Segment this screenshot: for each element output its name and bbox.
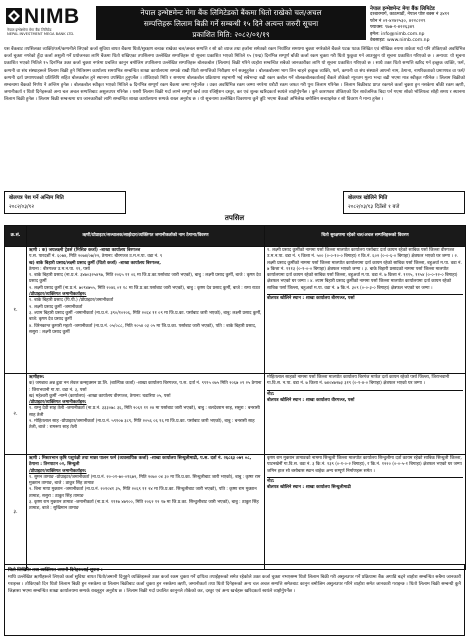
bid-deadline-label: बोलपत्र पेश गर्ने अन्तिम मिति <box>9 195 64 201</box>
borrower-line: ख) महेश्वरी कुर्मी -नाम्ने (कार्यालय) -शाखा कार्यालय वीरगञ्ज, ठेगाना: घडारिया ०५, पर्सा <box>29 393 171 399</box>
guarantor-line: १. बाके बिहारी प्रसाद (पि.पी.) /प्रोप्राइटर/जमानीकर्ता <box>29 298 114 304</box>
bid-opening-label: बोलपत्र खोलिने मिति <box>348 195 388 201</box>
borrower-head: ऋणी : मिस्टरभान कृषि पशुपंक्षी तथा माछा पालन फर्म (व्यवसायिक कर्जा) -शाखा कार्यालय सिन्धुलीमाढी, प.स. दर्ता नं. २६८६३ ०७९ ०८, ठेगाना : तिनपाटन ०२, सिन्धुली <box>29 456 252 468</box>
note-label: नोट: <box>267 390 463 398</box>
bank-name-english: NEPAL INVESTMENT MEGA BANK LTD. <box>7 32 75 36</box>
guarantor-line: २. बिना माया मुक्तान -जमानीकर्ता (ना.प्र.नं. २०१०४१ ३५, मिति २०६९ ११ २४ मा जि.प्र.का. सिन्धुलीबाट जारी भएको), पति : कृष्ण राम मुक्तान तामाङ, ससुरा : ठाकुर सिंह तामाङ <box>29 487 257 499</box>
borrower-line: १. बाके बिहारी प्रसाद (ना.प्र.नं. ३४७०३२५४९७, मिति २०६५ ११ ०६ मा जि.प्र.का.पर्साबाट जारी भएको), बाबु : लक्ष्मी प्रसाद कुर्मी, बाजे : कृष्ण देव प्रसाद कुर्मी <box>29 273 261 285</box>
row-sn: २. <box>5 374 27 455</box>
guarantor-line: ३. श्याम बिहारी प्रसाद कुर्मी -जमानीकर्ता (ना.प्र.नं. ३९०/१०२०६, मिति २०६४ ११ ०९ मा जि.प्र.का. पर्साबाट जारी भएको), बाबु: लक्ष्मी प्रसाद कुर्मी, बाजे: कृष्ण देव प्रसाद कुर्मी <box>29 310 262 323</box>
col-header-collateral: धितो सुरक्षणमा रहेको चल/अचल सम्पत्तिहरूको विवरण <box>265 226 466 247</box>
guarantor-head: /प्रोप्राइटर/व्यक्तिगत जमानीकर्ताहरु: <box>29 400 87 406</box>
col-header-borrower: ऋणी/प्रोप्राइटर/सञ्चालक/साझेदार/व्यक्तिगत जमानीकर्ताको नाम ठेगाना/विवरण <box>27 226 265 247</box>
notice-title <box>96 6 366 40</box>
guarantor-line: १. राम्नु देवी साह तेली -जमानीकर्ता (ना.प्र.नं. ३३३०७८ ३६, मिति २०६१ ११ २४ मा पर्साबाट जारी भएको), बाबु : बलदेवराम साह, ससुरा : बनरासी साह तेली <box>29 406 260 418</box>
guarantor-head: /प्रोप्राइटर/व्यक्तिगत जमानीकर्ताहरु: <box>29 468 87 474</box>
auction-table <box>4 225 466 570</box>
bank-logo-icon <box>6 8 22 24</box>
address-bank-name: नेपाल इन्भेष्टमेन्ट मेगा बैंक लिमिटेड <box>370 6 435 12</box>
bid-venue: बोलपत्र खोलिने स्थान : शाखा कार्यालय बीरगञ्ज, पर्सा <box>267 294 463 302</box>
guarantor-line: १. सुमन तामाङ -प्रोप्राइटर/जमानीकर्ता (ना.प्र.नं. २०-०१-७०-०१६७२, मिति २०७० ०४ ३० मा जि.प्र.का. सिन्धुलीबाट जारी भएको), बाबु : कृष्ण राम मुक्तान तामाङ, बाजे : ठाकुर सिंह तामाङ <box>29 474 261 487</box>
guarantor-head: /प्रोप्राइटर/व्यक्तिगत जमानीकर्ताहरु: <box>29 292 87 298</box>
borrower-line: ठेगाना : बीरगञ्ज उ.म.न.पा. ११, पर्सा <box>29 266 90 272</box>
email-line: इमेल: info@nimb.com.np <box>370 31 425 37</box>
bid-venue: बोलपत्र खोलिने स्थान : शाखा कार्यालय सिन्धुलीमाढी <box>267 485 351 491</box>
borrower-line: प.स. पारदर्शी नं. ६०७४, मिति २०७४/०७/२२, ठेगाना: बीरगञ्ज उ.म.न.पा. वडा नं. ९ <box>29 254 163 260</box>
bank-address <box>370 6 465 44</box>
collateral-cell <box>265 247 466 374</box>
guarantor-line: २. मोहितलाल साह -प्रोप्राइटर/जमानीकर्ता (ना.प्र.नं. ५९१०७ ३८९, मिति २०५६ ०६ १६ मा जि.प्र.का. पर्साबाट जारी भएको), बाबु : बनरासी साह तेली, बाजे : रामरूप साह तेली <box>29 419 255 431</box>
bank-logo-text: NIMB <box>24 5 80 28</box>
col-header-sn: क्र.सं. <box>5 226 27 247</box>
notice-title-line1: नेपाल इन्भेष्टमेन्ट मेगा बैंक लिमिटेडको बैंकमा धितो राखेको चल/अचल <box>140 8 322 17</box>
guarantor-notice-title: धितो लिखितैर तथा व्यक्तिगत जमानी दिनेहरूलाई सूचना : <box>8 568 103 573</box>
collateral-cell <box>265 374 466 455</box>
notice-title-line2: सम्पत्तिहरू लिलाम बिक्री गर्ने सम्बन्धी १५ दिने अत्यन्त जरुरी सूचना <box>143 19 319 28</box>
collateral-text: १. लक्ष्मी प्रसाद कुर्मीको नाममा पर्सा जिल्ला मालपोत कार्यालय पर्साबाट दर्ता कायम रहेको साबिक पर्सा जिल्ला वीरगञ्ज उ.म.न.पा. वडा नं. ९ कित्ता नं. ५०० (०-०-१०-० बिगाहा) र कि.नं. ६०२ (०-०-६-० बिगाहा) क्षेत्रफल भएको घर जग्गा । २. लक्ष्मी प्रसाद कुर्मीको नाममा पर्सा जिल्ला मालपोत कार्यालयमा दर्ता कायम रहेको साबिक पर्सा जिल्ला, बहुअर्वा म.पा. वडा नं. ७ कित्ता नं. १११३ (०-१-०-० बिगाहा) क्षेत्रफल भएको जग्गा । ३. बाके बिहारी प्रसादको नाममा पर्सा जिल्ला मालपोत कार्यालयमा दर्ता कायम रहेको साबिक पर्सा जिल्ला, बहुअर्वा म.पा. वडा नं. ७ कित्ता नं. १११५, ११५४ (०-०-१२-० बिगाहा) क्षेत्रफल भएको घर जग्गा । ४. श्याम बिहारी प्रसाद कुर्मीको नाममा पर्सा जिल्ला मालपोत कार्यालयमा दर्ता कायम रहेको साबिक पर्सा जिल्ला, बहुअर्वा म.पा. वडा नं. ७ कि.नं. ३०९ (०-०-३-० बिगाहा) क्षेत्रफल भएको घर जग्गा । <box>267 248 462 291</box>
table-row <box>5 247 466 374</box>
collateral-text: मोहितलाल साहको नाममा पर्सा जिल्ला मालपोत कार्यालय बिरगंज मार्फत दर्ता कायम रहेको पर्सा जिल्ला, जिराभवानी गा.वि.स. न.पा. वडा नं. ७ कित्ता नं. ७४०४७२७३ ३१९ (०-१-४-० बिगाहा) क्षेत्रफल भएको घर जग्गा । <box>267 375 450 387</box>
guarantor-notice-box <box>4 564 465 636</box>
bank-name-nepali: नेपाल इन्भेष्टमेन्ट मेगा बैंक लिमिटेड <box>7 28 52 32</box>
borrower-line: २. लक्ष्मी प्रसाद कुर्मी (ना.प्र.नं. ७०९४७५५, मिति २०४६ ०१ १८ मा जि.प्र.का.पर्साबाट जारी भएको), बाबु : कृष्ण देव प्रसाद कुर्मी, बाजे : रामा राउत <box>29 285 261 291</box>
intro-paragraph: यस बैंकबाट तपसिलका व्यक्ति/फर्म/कम्पनीले लिएको कर्जा सुविधा बापत बैंकमा धितो/सुरक्षण बन्धक राखेका चल/अचल सम्पत्ति र सो को व्याज तथा हर्जाना समेतको रकम निर्धारित समयमा चुक्ता नगरेकोले बैंकले पटक पटक लिखित एवं मौखिक रुपमा ताकेता गर्दा पनि तोकिएको अवधिभित्र कर्जा चुक्ता नगरेको हुँदा कर्जा असुली गर्ने प्रयोजनका लागि बैंकमा धितो राखिएका तपसिलमा उल्लेखित सम्पत्तिहरू यो सूचना प्रकाशित भएको मितिले १५ (पन्ध्र) दिनभित्र सम्पूर्ण बाँकी कर्जा रकम चुक्ता गरी धितो फुकुवा गर्न आउनुहुन यो सूचना प्रकाशित गरिएको छ । अन्यथा: यो सूचना प्रकाशित भएको मितिले १५ दिनभित्र उक्त कर्जा चुक्ता नगरेमा प्रचलित कानुन बमोजिम तपसिलमा उल्लेखित सम्पत्तिहरू बोलकबोल (लिलाम) बिक्री गरिने व्यहोरा सम्बन्धित सबैको जानकारीका लागि यो सूचना प्रकाशित गरिएको छ । साथै उक्त धितो सम्पत्ति खरिद गर्न इच्छुक व्यक्ति, फर्म, कम्पनी वा संघ संस्थाहरूले लिलाम बिक्री हुने मितिसम्म कार्यालय समयभित्र सम्बन्धित शाखा कार्यालयमा सम्पर्क राखी धितो सम्पत्तिको निरीक्षण गर्न सक्नुहुनेछ । बोलकबोलमा भाग लिन चाहने इच्छुक व्यक्ति, फर्म, कम्पनी वा संघ संस्थाले आफ्नो नाम, ठेगाना, नागरिकताको प्रमाणपत्र वा फर्म/कम्पनी दर्ता प्रमाणपत्रको प्रतिलिपि सहित बोलकबोल हुने स्थानमा उपस्थित हुनुपर्नेछ । तोकिएको मिति र समयमा बोलकबोल प्रक्रियामा सहभागी भई सबैभन्दा बढी रकम कबोल गर्ने बोलकबोलकर्तालाई बैंकले तोकेको न्यूनतम मूल्य भन्दा बढी भएमा मात्र स्वीकृत गरिनेछ । लिलाम बिक्रीको सम्बन्धमा बैंकको निर्णय नै अन्तिम हुनेछ । बोलकबोल स्वीकृत भएको मितिले ७ दिनभित्र सम्पूर्ण रकम बैंकमा जम्मा गर्नुपर्नेछ । उक्त अवधिभित्र रकम जम्मा नगरेमा धरौटी रकम जफत गरी पुनः लिलाम गरिनेछ । लिलाम बिक्रीबाट प्राप्त रकमले कर्जा चुक्ता हुन नसकेमा बाँकी रकम ऋणी, जमानीकर्ता र धितो दिनेहरूको अन्य चल अचल सम्पत्तिबाट असुलउपर गरिनेछ । यसरी लिलाम बिक्री गर्दा लाग्ने सम्पूर्ण खर्च तथा रजिष्ट्रेशन दस्तुर, कर एवं शुल्क खरिदकर्ता स्वयंले व्यहोर्नुपर्नेछ । कुनै कारणवश तोकिएको दिन सार्वजनिक बिदा पर्न गएमा सोको भोलिपल्ट सोही समय र स्थानमा लिलाम बिक्री हुनेछ । लिलाम बिक्री सम्बन्धमा थप जानकारीको लागि सम्बन्धित शाखा कार्यालयमा सम्पर्क राख्न अनुरोध छ । यो सूचनामा उल्लेखित विवरणमा कुनै त्रुटि भएमा बैंकको अभिलेख बमोजिम सच्याइनेछ र सो विवरण नै मान्य हुनेछ । <box>4 47 465 103</box>
bid-opening-box <box>343 191 465 214</box>
phone-line: फोन नं ०१-४२४२५३०, ४२२८२२९ <box>370 18 426 24</box>
borrower-cell <box>27 247 265 374</box>
bid-deadline-box <box>4 191 126 214</box>
guarantor-line: २. लक्ष्मी प्रसाद कुर्मी -जमानीकर्ता <box>29 304 83 310</box>
guarantor-line: ३. कृष्ण राम मुक्तान तामाङ -जमानीकर्ता (ना.प्र.नं. १११७ ४७९००, मिति २०६२ १२ १७ मा जि.प्र.का. सिन्धुलीबाट जारी भएको), बाबु : ठाकुर सिंह तामाङ, बाजे : सुखिमान तामाङ <box>29 500 259 512</box>
bid-deadline-value: २०८२/०३/१२ <box>9 204 35 210</box>
borrower-cell <box>27 374 265 455</box>
borrower-line: ख) बाके बिहारी प्रसाद/लक्ष्मी प्रसाद कुर्मी (धितो कर्जा) -शाखा कार्यालय बिरगञ्ज, <box>29 260 161 266</box>
publish-date: प्रकाशित मिति: २०८२/०१/१९ <box>192 30 270 39</box>
borrower-head: ऋणी : क) जयलक्ष्मी ट्रेडर्स (मिसिङ कर्जा) -शाखा कार्यालय बिरगञ्ज <box>29 248 141 253</box>
row-sn: ३. <box>5 455 27 570</box>
guarantor-line: ४. विरेनकान्त कुमारी महतो -जमानीकर्ता (ना.प्र.नं. ०५/०८८, मिति २०५४ ०३ ०५ मा जि.प्र.का. पर्साबाट जारी भएको), पति : बाके बिहारी प्रसाद, ससुरा : लक्ष्मी प्रसाद कुर्मी <box>29 323 257 335</box>
schedule-title: तपसिल <box>224 214 245 222</box>
collateral-cell <box>265 455 466 570</box>
bank-logo <box>6 6 90 39</box>
table-header-row <box>5 226 466 247</box>
borrower-line: क) जगन्नाथ अन्न ढुवा नन लेवल कन्स्ट्रक्सन प्रा.लि. (बाल्यिक कर्जा) -शाखा कार्यालय बिरगञ्ज, प.स. दर्ता नं. ९९१५ ०७५ मिति २०६७ ०९ २५ ठेगाना : जिराभवानी गा.पा. वडा नं. ३, पर्सा <box>29 381 262 393</box>
note-label: नोट: <box>267 477 463 485</box>
borrower-head: ऋणीहरू: <box>29 375 45 380</box>
table-row <box>5 374 466 455</box>
bid-opening-value: २०८२/०३/१३ दिउँसो १ बजे <box>348 204 400 210</box>
collateral-text: कृष्ण राम मुक्तान तामाङको नाममा सिन्धुली जिल्ला मालपोत कार्यालय सिन्धुलीमा दर्ता कायम रहेको साबिक सिन्धुली जिल्ला, पाटनखेर्नी गा.वि.स. वडा नं. ३ कि.नं. १३९ (०-१-०-२ बिगाहा), र कि.नं. १२२० (०-०-५-१ बिगाहा) क्षेत्रफल भएको घर जग्गा जमिन हाल सो बसोबास स्थान बाहेक अन्य सम्पूर्ण निर्माणहरू समेत । <box>267 456 462 474</box>
table-row <box>5 455 466 570</box>
website-line: वेबसाइट: www.nimb.com.np <box>370 38 430 44</box>
bid-venue: बोलपत्र खोलिने स्थान : शाखा कार्यालय वीरगञ्ज, पर्सा <box>267 397 355 403</box>
notice-page <box>4 4 465 636</box>
address-line: दरबारमार्ग, काठमाडौं, नेपाल पोष्ट बक्स नं ३४१२ <box>370 12 450 18</box>
borrower-cell <box>27 455 265 570</box>
guarantor-notice-text: माथि उल्लेखित ऋणीहरूले लिएको कर्जा सुविधा बापत धितो/जमानी दिनुहुने व्यक्तिहरूले उक्त कर्जा रकम चुक्ता गर्ने दायित्व तपाईंहरूको समेत रहेकोले उक्त कर्जा चुक्ता नभएसम्म धितो लिलाम बिक्री गरी असुलउपर गर्ने प्रक्रियामा बैंक अगाडि बढ्ने व्यहोरा सम्बन्धित सबैमा जानकारी गराइन्छ । तोकिएको दिन धितो लिलाम बिक्री हुन नसकेमा वा लिलाम बिक्रीबाट कर्जा चुक्ता हुन नसकेमा ऋणी, जमानीकर्ता तथा धितो दिनेहरूको अन्य चल अचल सम्पत्ति समेतबाट कानुन बमोजिम असुलउपर गरिने व्यहोरा समेत जानकारी गराइन्छ । धितो लिलाम बिक्री सम्बन्धी कुनै जिज्ञासा भएमा सम्बन्धित शाखा कार्यालयमा सम्पर्क राख्नुहुन अनुरोध छ । लिलाम बिक्री गर्दा प्रचलित कानुनले तोकेको कर, दस्तुर एवं अन्य खर्चहरू खरिदकर्ता स्वयंले व्यहोर्नुपर्नेछ । <box>8 575 461 594</box>
row-sn: १. <box>5 247 27 374</box>
fax-line: फ्याक्स: ९७७-१-४२२६३४९ <box>370 25 415 31</box>
header <box>4 4 465 42</box>
